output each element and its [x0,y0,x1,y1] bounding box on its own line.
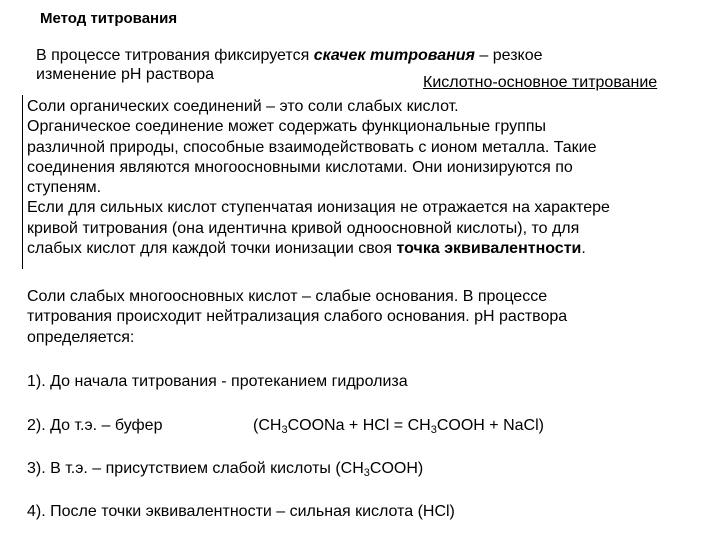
paragraph-line: Соли слабых многоосновных кислот – слабые основания. В процессе [27,288,548,305]
paragraph-line: Органическое соединение может содержать функциональные группы [27,118,546,136]
section-subtitle: Кислотно-основное титрование [423,74,658,91]
subscript: 3 [430,424,437,436]
list-item-2-equation [253,417,544,435]
paragraph-line: Если для сильных кислот ступенчатая ионизация не отражается на характере [27,199,610,217]
subscript: 3 [363,467,370,479]
paragraph-line: титрования происходит нейтрализация слабого основания. pH раствора [27,308,568,326]
paragraph-weak-bases [27,287,567,348]
item-text: COOH) [369,460,424,477]
paragraph-line: ступеням. [27,179,102,197]
list-item-4: 4). После точки эквивалентности – сильная кислота (HCl) [27,503,455,520]
paragraph-line: определяется: [27,328,135,346]
equation-part: (CH [253,417,282,434]
paragraph-organic-salts [27,97,610,259]
paragraph-line: кривой титрования (она идентична кривой одноосновной кислоты), то для [27,219,580,237]
list-item-3 [27,460,423,478]
paragraph-line-text: слабых кислот для каждой точки ионизации своя [27,240,397,258]
slide-title: Метод титрования [40,10,178,27]
item-text: 3). В т.э. – присутствием слабой кислоты (CH [27,460,364,477]
equivalence-point-term: точка эквивалентности [396,240,582,258]
paragraph-line: различной природы, способные взаимодействовать с ионом металла. Такие [27,138,597,156]
equation-part: COOH + NaCl) [436,417,544,434]
intro-line-2: изменение pH раствора [36,66,215,83]
paragraph-line: Соли органических соединений – это соли слабых кислот. [27,98,459,115]
list-item-1: 1). До начала титрования - протеканием гидролиза [27,373,408,390]
intro-line-1-tail: – резкое [474,47,543,64]
paragraph-line: соединения являются многоосновными кислотами. Они ионизируются по [27,158,573,176]
equation-part: COONa + HCl = CH [287,417,431,434]
paragraph-line [27,239,610,259]
titration-jump-term: скачек титрования [313,47,475,64]
intro-line-1 [36,46,543,65]
intro-line-1-text: В процессе титрования фиксируется [36,47,314,64]
paragraph-line-end: . [581,240,586,258]
list-item-2-label: 2). До т.э. – буфер [27,417,163,434]
subscript: 3 [281,424,288,436]
